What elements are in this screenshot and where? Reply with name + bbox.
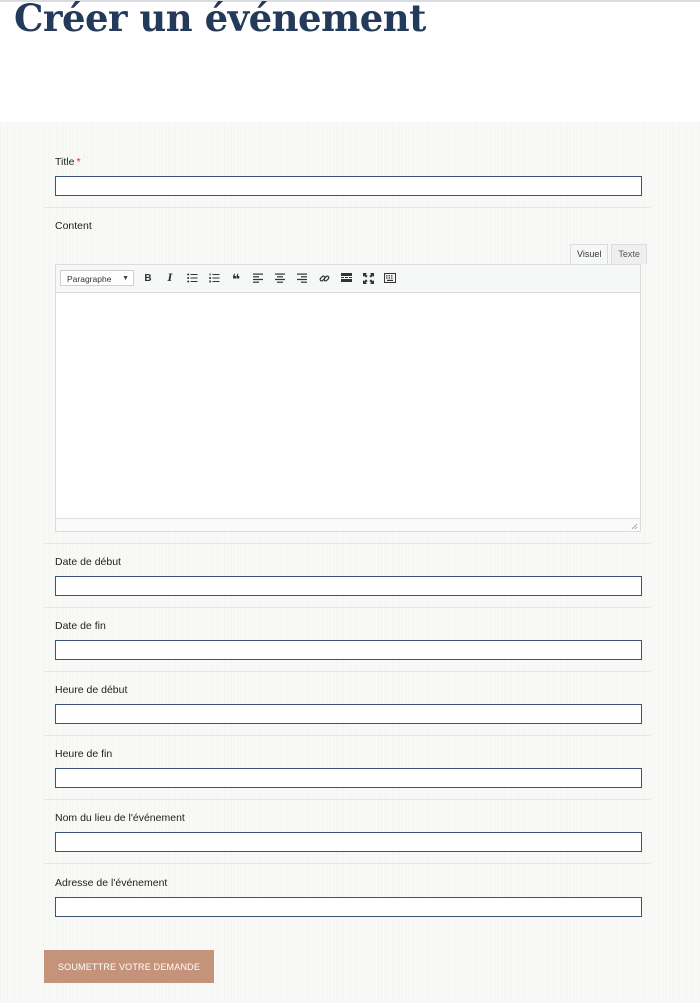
bold-button[interactable]: B — [144, 273, 152, 284]
venue-name-field-block — [44, 799, 650, 864]
bulleted-list-icon[interactable] — [184, 271, 200, 287]
title-field-block — [44, 122, 650, 208]
end-time-field-block — [44, 735, 650, 800]
italic-button[interactable]: I — [167, 273, 173, 284]
blockquote-icon[interactable]: ❝ — [231, 271, 241, 287]
venue-name-input[interactable] — [55, 832, 642, 852]
tab-visual[interactable]: Visuel — [570, 244, 608, 264]
page-title: Créer un événement — [14, 0, 426, 40]
editor-statusbar — [56, 518, 640, 531]
tab-text[interactable]: Texte — [611, 244, 647, 264]
editor-tabs — [567, 244, 647, 264]
chevron-down-icon: ▼ — [122, 275, 129, 282]
content-editor-body[interactable] — [56, 293, 640, 518]
start-date-field-block — [44, 543, 650, 608]
toolbar-toggle-icon[interactable] — [382, 271, 398, 287]
address-label: Adresse de l'événement — [55, 877, 168, 889]
start-time-label: Heure de début — [55, 684, 128, 696]
end-date-field-block — [44, 607, 650, 672]
title-input[interactable] — [55, 176, 642, 196]
content-editor — [55, 264, 641, 532]
content-label: Content — [55, 220, 92, 232]
start-time-input[interactable] — [55, 704, 642, 724]
resize-handle-icon[interactable] — [630, 522, 638, 530]
read-more-icon[interactable] — [338, 271, 354, 287]
venue-name-label: Nom du lieu de l'événement — [55, 812, 185, 824]
start-time-field-block — [44, 671, 650, 736]
required-marker: * — [76, 156, 81, 168]
format-select-value: Paragraphe — [67, 274, 112, 284]
address-input[interactable] — [55, 897, 642, 917]
end-time-label: Heure de fin — [55, 748, 113, 760]
editor-toolbar — [56, 265, 640, 293]
address-field-block — [44, 863, 650, 927]
align-right-icon[interactable] — [294, 271, 310, 287]
align-center-icon[interactable] — [272, 271, 288, 287]
end-date-input[interactable] — [55, 640, 642, 660]
numbered-list-icon[interactable] — [206, 271, 222, 287]
format-select[interactable] — [60, 270, 134, 286]
link-icon[interactable] — [316, 271, 332, 287]
title-label: Title * — [55, 156, 81, 168]
end-time-input[interactable] — [55, 768, 642, 788]
align-left-icon[interactable] — [250, 271, 266, 287]
start-date-label: Date de début — [55, 556, 121, 568]
end-date-label: Date de fin — [55, 620, 106, 632]
submit-button[interactable]: SOUMETTRE VOTRE DEMANDE — [44, 950, 214, 983]
start-date-input[interactable] — [55, 576, 642, 596]
fullscreen-icon[interactable] — [360, 271, 376, 287]
